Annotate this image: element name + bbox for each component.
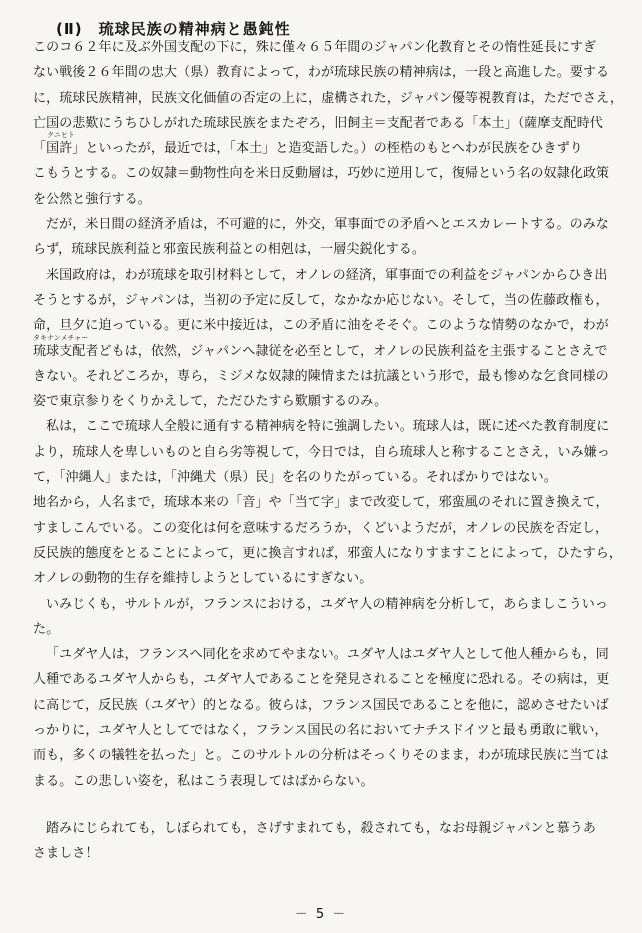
text-line: て，「沖縄人」または，「沖縄犬（県）民」を名のりたがっている。それぱかりではない。: [33, 470, 557, 486]
text-line: 人種であるユダヤ人からも，ユダヤ人であることを発見されることを極度に恐れる。その病は，更: [33, 672, 610, 688]
text-line: すましこんでいる。この変化は何を意味するだろうか，くどいようだが，オノレの民族を否定し，: [33, 520, 609, 536]
section-heading: (Ⅱ) 琉球民族の精神病と愚鈍性: [56, 20, 291, 38]
text-line: 琉球支配者どもは，依然，ジャパンへ隷従を必至として，オノレの民族利益を主張することさえで: [33, 343, 608, 359]
text-line: に，琉球民族精神，民族文化価値の否定の上に，虚構された，ジャパン優等視教育は，ただでさえ，: [33, 90, 624, 106]
text-line: らず，琉球民族利益と邪蛮民族利益との相剋は，一層尖鋭化する。: [33, 242, 425, 258]
text-line: ない戦後２６年間の忠大（県）教育によって，わが琉球民族の精神病は，一段と高進した。要する: [33, 65, 610, 81]
text-line: 反民族的態度をとることによって，更に換言すれば，邪蛮人になりすますことによって，ひたすら，: [33, 545, 622, 561]
paragraph-start: いみじくも，サルトルが，フランスにおける，ユダヤ人の精神病を分析して，あらましこういっ: [46, 596, 609, 612]
text-line: を公然と強行する。: [33, 191, 151, 207]
text-line: まる。この悲しい姿を，私はこう表現してはばからない。: [33, 773, 374, 789]
text-line: 姿で東京参りをくりかえして，ただひたすら歎願するのみ。: [33, 394, 388, 410]
closing-line: さましさ！: [33, 846, 99, 862]
closing-line: 踏みにじられても，しぼられても，さげすまれても，殺されても，なお母親ジャパンと慕うあ: [46, 820, 596, 836]
text-line: た。: [33, 621, 60, 637]
quote-start: 「ユダヤ人は，フランスへ同化を求めてやまない。ユダヤ人はユダヤ人として他人種からも，同: [46, 647, 609, 663]
ruby-annotation: クニヒト: [47, 131, 75, 140]
text-line: 而も，多くの犠牲を払った」と。このサルトルの分析はそっくりそのまま，わが琉球民族に当ては: [33, 748, 609, 764]
text-line: 「国許」といったが，最近では，「本土」と造変語した。）の桎梏のもとへわが民族をひきずり: [33, 141, 583, 157]
text-line: に高じて，反民族（ユダヤ）的となる。彼らは，フランス国民であることを他に，認めさせたいば: [33, 697, 609, 713]
text-line: っかりに，ユダヤ人としてではなく，フランス国民の名においてナチスドイツと最も勇敢に戦い，: [33, 723, 608, 739]
text-line: 亡国の悲歎にうちひしがれた琉球民族をまたぞろ，旧飼主＝支配者である「本土」（薩摩支配時代: [33, 115, 603, 131]
paragraph-start: だが，米日間の経済矛盾は，不可避的に，外交，軍事面での矛盾へとエスカレートする。のみな: [46, 217, 609, 233]
text-line: このコ６２年に及ぶ外国支配の下に，殊に僅々６５年間のジャパン化教育とその惰性延長にすぎ: [33, 40, 597, 55]
text-line-with-ruby: [33, 333, 623, 360]
paragraph-start: 米国政府は，わが琉球を取引材料として，オノレの経済，軍事面での利益をジャパンからひき出: [46, 267, 608, 283]
page-number: － 5 －: [294, 907, 348, 922]
paragraph-start: 私は，ここで琉球人全般に通有する精神病を特に強調したい。琉球人は，既に述べた教育制度に: [46, 419, 610, 435]
text-line-with-ruby: [33, 131, 623, 157]
ruby-annotation: タキナンメチャー: [33, 333, 89, 342]
text-line: こもうとする。この奴隷＝動物性向を米日反動層は，巧妙に逆用して，復帰という名の奴隷化政策: [33, 166, 610, 182]
text-line: オノレの動物的生存を維持しようとしているにすぎない。: [33, 571, 373, 587]
body-text: [33, 40, 623, 872]
paragraph-gap: [33, 799, 623, 821]
text-line: 命，旦夕に迫っている。更に米中接近は，この矛盾に油をそそぐ。このような情勢のなかで，わが: [33, 318, 609, 334]
text-line: きない。それどころか，専ら，ミジメな奴隷的陳情または抗議という形で，最も惨めな乞食同様の: [33, 368, 609, 384]
text-line: そうとするが，ジャパンは，当初の予定に反して，なかなか応じない。そして，当の佐藤政権も，: [33, 292, 609, 308]
text-line: より，琉球人を卑しいものと自ら劣等視して，今日では，自ら琉球人と称することさえ，いみ嫌っ: [33, 444, 610, 460]
text-line: 地名から，人名まで，琉球本来の「音」や「当て字」まで改変して，邪蛮風のそれに置き換えて，: [33, 495, 609, 511]
